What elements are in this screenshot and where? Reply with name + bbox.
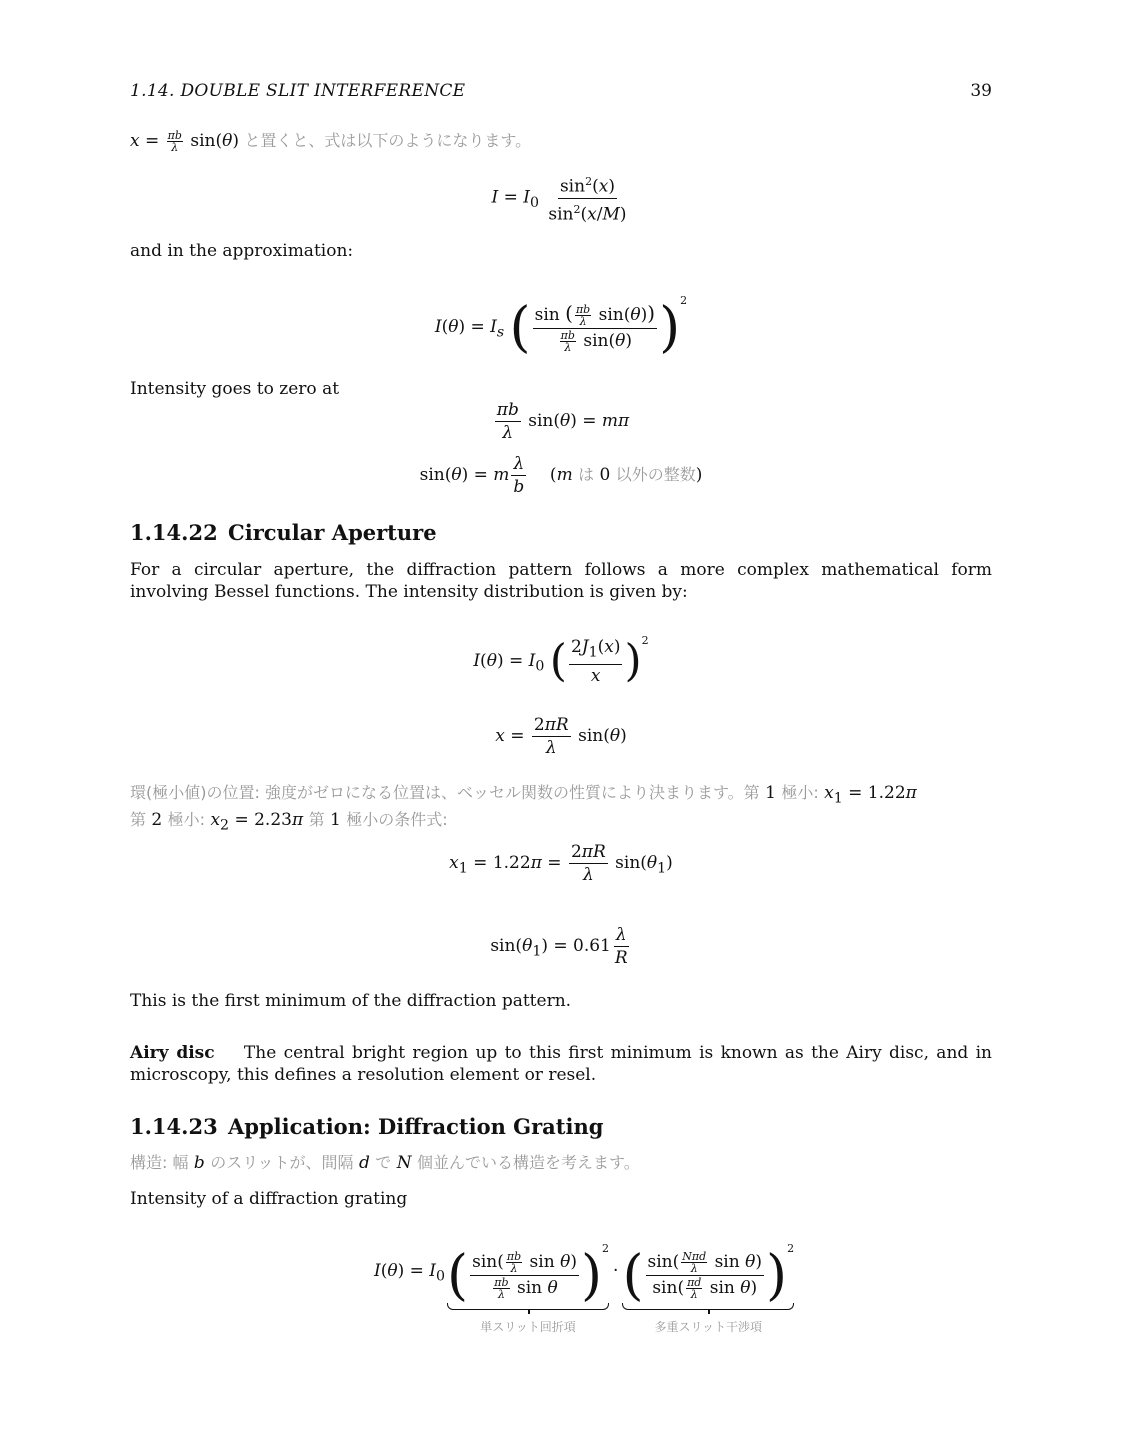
section-number: 1.14.23 bbox=[130, 1114, 218, 1139]
equation-sin-theta: sin(θ) = m $\frac{\lambda}{b}$ (m は 0 以外の整数) bbox=[419, 454, 703, 497]
equation-intensity-ratio: $I = I_0$ $\frac{\sin^2(x)}{\sin^2(x/M)}$ bbox=[130, 172, 992, 224]
single-slit-term: ( sin( $\frac{\pi b}{\lambda}$ sin θ) $\frac{\pi b}{\lambda}$ sin θ )$^2$ 単スリット回折項 bbox=[447, 1238, 609, 1338]
section-heading-grating bbox=[130, 1116, 603, 1138]
circular-paragraph: For a circular aperture, the diffraction pattern follows a more complex mathematical form involving Bessel functions. The intensity distribution is given by: bbox=[130, 560, 992, 602]
fraction: $\frac{2\pi R}{\lambda}$ bbox=[570, 842, 606, 885]
page bbox=[130, 0, 992, 1452]
section-title: Circular Aperture bbox=[228, 520, 437, 545]
airy-label: Airy disc bbox=[130, 1043, 215, 1063]
fraction: sin ( $\frac{\pi b}{\lambda}$ sin(θ)) $\frac{\pi b}{\lambda}$ sin(θ) bbox=[534, 300, 656, 354]
fraction: $\frac{\sin^2(x)}{\sin^2(x/M)}$ bbox=[546, 172, 628, 224]
inline-fraction: $\frac{\pi b}{\lambda}$ bbox=[167, 129, 182, 154]
fraction: sin( $\frac{\pi b}{\lambda}$ sin θ) $\frac{\pi b}{\lambda}$ sin θ bbox=[472, 1250, 577, 1301]
equation-theta1: $\sin(\theta_1) = 0.61$ $\frac{\lambda}{R}$ bbox=[490, 925, 628, 968]
ring-jp-e: 第 bbox=[308, 810, 325, 830]
header-section: 1.14. DOUBLE SLIT INTERFERENCE bbox=[130, 81, 466, 101]
structure-jp-d: 個並んでいる構造を考えます。 bbox=[416, 1153, 640, 1172]
single-slit-label: 単スリット回折項 bbox=[480, 1319, 576, 1334]
structure-jp-a: 構造: 幅 bbox=[130, 1153, 189, 1172]
ring-jp-a: 環(極小値)の位置: 強度がゼロになる位置は、ベッセル関数の性質により決まります。第 bbox=[130, 783, 760, 802]
ring-jp-b: 極小: bbox=[781, 783, 819, 802]
equation-zero-condition: $\frac{\pi b}{\lambda}$ sin(θ) = mπ bbox=[496, 400, 630, 443]
airy-paragraph bbox=[130, 1042, 992, 1086]
fraction: $\frac{\lambda}{b}$ bbox=[513, 454, 525, 497]
airy-text: The central bright region up to this first minimum is known as the Airy disc, and in microscopy, this defines a resolution element or resel. bbox=[130, 1043, 992, 1085]
structure-jp-c: で bbox=[375, 1153, 392, 1172]
fraction: $\frac{\lambda}{R}$ bbox=[614, 925, 628, 968]
equation-bessel: $I(\theta) = I_0$ ( $\frac{2J_1(x)}{x}$ )$^2$ bbox=[473, 634, 649, 687]
ring-paragraph: 環(極小値)の位置: 強度がゼロになる位置は、ベッセル関数の性質により決まります。第 1 極小: $x_1 = 1.22\pi$ 第 2 極小: $x_2 = 2.23\pi$ 第 1 極小の条件式: bbox=[130, 783, 917, 834]
section-heading-circular bbox=[130, 522, 437, 544]
section-title: Application: Diffraction Grating bbox=[228, 1114, 604, 1139]
zero-text: Intensity goes to zero at bbox=[130, 379, 340, 399]
fraction: $\frac{\pi b}{\lambda}$ bbox=[496, 400, 519, 443]
first-min-text: This is the first minimum of the diffraction pattern. bbox=[130, 991, 572, 1011]
fraction: $\frac{2\pi R}{\lambda}$ bbox=[533, 715, 569, 758]
fraction: sin( $\frac{\text{Nπd}}{\lambda}$ sin θ) sin( $\frac{\pi d}{\lambda}$ sin θ) bbox=[647, 1250, 762, 1301]
equation-x-definition: x = $\frac{2\pi R}{\lambda}$ sin(θ) bbox=[495, 715, 627, 758]
underbrace bbox=[622, 1303, 794, 1310]
fraction: $\frac{2J_1(x)}{x}$ bbox=[570, 637, 621, 686]
equation-first-min: $x_1 = 1.22\pi$ = $\frac{2\pi R}{\lambda}$ $\sin(\theta_1)$ bbox=[449, 842, 673, 885]
equation-single-slit: $I(\theta) = I_s$ ( sin ( $\frac{\pi b}{\lambda}$ sin(θ)) $\frac{\pi b}{\lambda}$ sin(θ) )$^2$ bbox=[434, 294, 688, 359]
intro-jp: と置くと、式は以下のようになります。 bbox=[244, 131, 532, 150]
multi-slit-term: ( sin( $\frac{\text{Nπd}}{\lambda}$ sin θ) sin( $\frac{\pi d}{\lambda}$ sin θ) )$^2$ 多重スリット干渉項 bbox=[622, 1238, 794, 1338]
ring-jp-d: 極小: bbox=[167, 810, 206, 830]
condition-jp-2: 以外の整数 bbox=[615, 465, 696, 484]
ring-jp-c: 第 bbox=[130, 810, 147, 830]
ring-jp-f: 極小の条件式: bbox=[346, 810, 448, 830]
page-number: 39 bbox=[970, 81, 992, 101]
intro-line: x = $\frac{\pi b}{\lambda}$ sin(θ) と置くと、式は以下のようになります。 bbox=[130, 129, 532, 154]
section-number: 1.14.22 bbox=[130, 520, 218, 545]
multi-slit-label: 多重スリット干渉項 bbox=[654, 1319, 763, 1334]
structure-line: 構造: 幅 b のスリットが、間隔 d で N 個並んでいる構造を考えます。 bbox=[130, 1153, 640, 1173]
equation-grating: $I(\theta) = I_0$ ( sin( $\frac{\pi b}{\lambda}$ sin θ) $\frac{\pi b}{\lambda}$ sin θ )$^2$ 単スリット回折項 · ( sin( $\frac{\text{Nπd}}{\lambda}$ sin θ) sin( $\frac{\pi d}{\lambda}$ sin θ) )$^2$ 多重スリット干渉項 bbox=[374, 1238, 994, 1338]
underbrace bbox=[447, 1303, 609, 1310]
approx-text: and in the approximation: bbox=[130, 241, 354, 261]
running-header bbox=[130, 80, 992, 102]
structure-jp-b: のスリットが、間隔 bbox=[210, 1153, 354, 1172]
grating-text: Intensity of a diffraction grating bbox=[130, 1189, 408, 1209]
condition-jp: は bbox=[578, 465, 595, 484]
